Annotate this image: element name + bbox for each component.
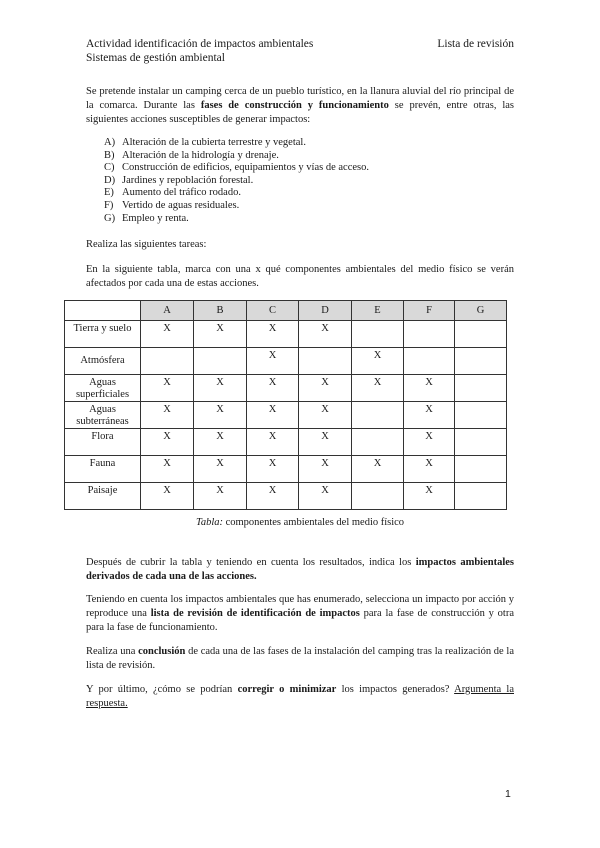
table-cell: X [352, 375, 404, 402]
column-header: B [194, 301, 247, 321]
column-header: G [455, 301, 507, 321]
page-header [86, 37, 514, 65]
tasks-heading: Realiza las siguientes tareas: [86, 239, 207, 250]
table-cell: X [352, 348, 404, 375]
table-cell: X [194, 429, 247, 456]
table-cell: X [299, 402, 352, 429]
table-cell: X [299, 456, 352, 483]
table-cell [141, 348, 194, 375]
table-cell: X [404, 483, 455, 510]
list-text: Aumento del tráfico rodado. [122, 187, 241, 199]
header-subtitle: Sistemas de gestión ambiental [86, 52, 225, 64]
intro-paragraph [86, 85, 514, 127]
caption-label: Tabla: [195, 517, 223, 528]
list-item [104, 213, 369, 226]
components-table [64, 300, 507, 510]
header-right-label: Lista de revisión [437, 38, 514, 50]
row-label: Aguas superficiales [65, 375, 141, 402]
list-text: Construcción de edificios, equipamientos y vías de acceso. [122, 162, 369, 174]
para-text: Teniendo en cuenta los impactos ambientales que has enumerado, selecciona un impacto por acción y reproduce una [86, 594, 514, 619]
table-cell: X [141, 483, 194, 510]
table-row [65, 375, 507, 402]
table-cell: X [404, 429, 455, 456]
table-row [65, 456, 507, 483]
list-letter: D) [104, 174, 116, 186]
correction-paragraph [86, 683, 514, 711]
column-header: E [352, 301, 404, 321]
list-letter: B) [104, 149, 115, 161]
table-row [65, 321, 507, 348]
table-corner-cell [65, 301, 141, 321]
list-item [104, 137, 369, 150]
table-cell: X [141, 375, 194, 402]
table-cell: X [247, 402, 299, 429]
conclusion-paragraph [86, 645, 514, 673]
column-header: F [404, 301, 455, 321]
table-cell [352, 321, 404, 348]
list-letter: A) [104, 137, 116, 148]
table-cell [352, 402, 404, 429]
para-underline: Argumenta la respuesta. [86, 684, 514, 709]
row-label: Fauna [65, 456, 141, 483]
table-cell: X [194, 456, 247, 483]
table-header-row [65, 301, 507, 321]
para-bold: lista de revisión de identificación de impactos [150, 608, 360, 619]
list-text: Jardines y repoblación forestal. [122, 174, 254, 186]
table-cell: X [404, 402, 455, 429]
list-text: Empleo y renta. [122, 212, 189, 224]
table-cell: X [404, 456, 455, 483]
table-cell: X [404, 375, 455, 402]
para-text: Después de cubrir la tabla y teniendo en cuenta los resultados, indica los [86, 557, 416, 568]
table-cell [352, 483, 404, 510]
table-instruction: En la siguiente tabla, marca con una x qué componentes ambientales del medio físico se verán afectados por cada una de estas acciones. [86, 264, 514, 289]
table-cell: X [194, 402, 247, 429]
table-row [65, 402, 507, 429]
table-cell: X [141, 456, 194, 483]
page-number: 1 [505, 788, 511, 800]
list-item [104, 162, 369, 175]
table-cell: X [247, 321, 299, 348]
para-bold: impactos ambientales derivados de cada una de las acciones. [86, 557, 514, 582]
actions-list [104, 137, 369, 225]
table-cell [455, 402, 507, 429]
list-letter: E) [104, 187, 114, 199]
row-label: Tierra y suelo [65, 321, 141, 348]
intro-text-1: Se pretende instalar un camping cerca de un pueblo turístico, en la llanura aluvial del río principal de la comarca. Durante las [86, 86, 514, 111]
para-bold: conclusión [138, 646, 186, 657]
list-item [104, 175, 369, 188]
header-title: Actividad identificación de impactos ambientales [86, 38, 314, 50]
table-cell: X [141, 402, 194, 429]
row-label: Atmósfera [65, 348, 141, 375]
row-label: Flora [65, 429, 141, 456]
para-text: de cada una de las fases de la instalación del camping tras la realización de la lista de revisión. [86, 646, 515, 671]
intro-text-2: se prevén, entre otras, las siguientes acciones susceptibles de generar impactos: [86, 100, 515, 125]
table-cell [455, 348, 507, 375]
list-letter: G) [104, 212, 116, 224]
intro-bold: fases de construcción y funcionamiento [200, 100, 389, 111]
table-cell [455, 456, 507, 483]
table-row [65, 483, 507, 510]
table-cell: X [299, 375, 352, 402]
table-cell: X [194, 321, 247, 348]
table-cell: X [247, 483, 299, 510]
table-caption [86, 517, 514, 528]
row-label: Aguas subterráneas [65, 402, 141, 429]
para-text: Realiza una [86, 646, 139, 657]
table-cell: X [247, 348, 299, 375]
table-cell [352, 429, 404, 456]
table-cell: X [194, 483, 247, 510]
table-cell: X [141, 321, 194, 348]
table-cell: X [247, 429, 299, 456]
list-item [104, 187, 369, 200]
table-cell [455, 375, 507, 402]
table-cell: X [299, 483, 352, 510]
column-header: D [299, 301, 352, 321]
table-cell [455, 483, 507, 510]
table-cell: X [141, 429, 194, 456]
para-text: Y por último, ¿cómo se podrían [86, 684, 238, 695]
list-text: Alteración de la cubierta terrestre y vegetal. [122, 137, 306, 148]
table-cell: X [352, 456, 404, 483]
table-cell [194, 348, 247, 375]
table-cell: X [247, 456, 299, 483]
table-cell: X [299, 429, 352, 456]
list-text: Alteración de la hidrología y drenaje. [122, 149, 279, 161]
list-item [104, 150, 369, 163]
column-header: A [141, 301, 194, 321]
para-bold: corregir o minimizar [237, 684, 337, 695]
table-cell [455, 321, 507, 348]
impacts-paragraph [86, 556, 514, 584]
table-cell: X [299, 321, 352, 348]
table-cell [299, 348, 352, 375]
list-letter: C) [104, 162, 115, 174]
list-letter: F) [104, 199, 114, 211]
table-cell: X [247, 375, 299, 402]
list-item [104, 200, 369, 213]
table-cell [404, 321, 455, 348]
row-label: Paisaje [65, 483, 141, 510]
para-text: los impactos generados? [336, 684, 455, 695]
table-cell [404, 348, 455, 375]
caption-text: componentes ambientales del medio físico [222, 517, 405, 528]
column-header: C [247, 301, 299, 321]
table-cell: X [194, 375, 247, 402]
table-row [65, 348, 507, 375]
checklist-paragraph [86, 593, 514, 635]
table-row [65, 429, 507, 456]
list-text: Vertido de aguas residuales. [122, 199, 240, 211]
para-text: para la fase de construcción y otra para la fase de funcionamiento. [86, 608, 515, 633]
table-cell [455, 429, 507, 456]
